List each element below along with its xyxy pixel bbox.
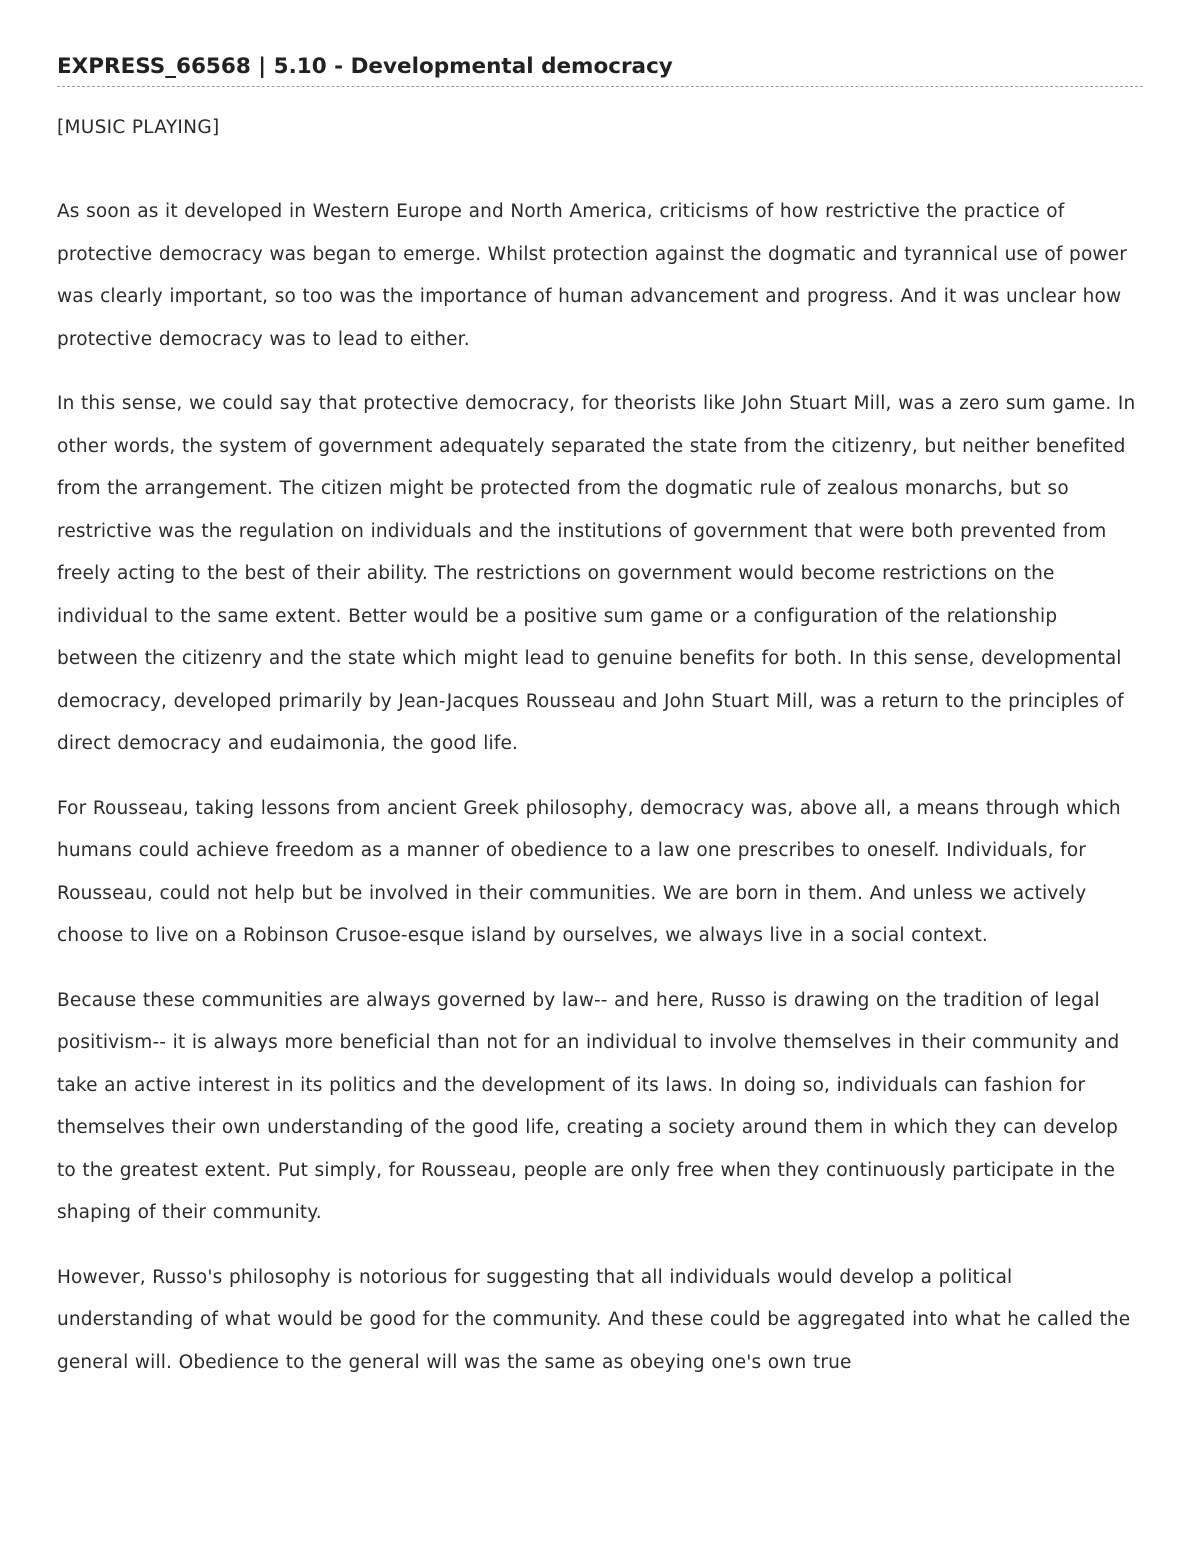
stage-direction: [MUSIC PLAYING]: [57, 117, 220, 138]
paragraph-general-will: However, Russo's philosophy is notorious for suggesting that all individuals would develop a political understanding of what would be good for the community. And these could be aggregated into what he called the general will. Obedience to the general will was the same as obeying one's own true: [57, 1266, 1131, 1373]
paragraph-protective-democracy-criticism: As soon as it developed in Western Europe and North America, criticisms of how restrictive the practice of protective democracy was began to emerge. Whilst protection against the dogmatic and tyrannical use of power was clearly important, so too was the importance of human advancement and progress. And it was unclear how protective democracy was to lead to either.: [57, 201, 1127, 350]
paragraph-communities-law: Because these communities are always governed by law-- and here, Russo is drawing on the tradition of legal positivism-- it is always more beneficial than not for an individual to involve themselves in their community and take an active interest in its politics and the development of its laws. In doing so, individuals can fashion for themselves their own understanding of the good life, creating a society around them in which they can develop to the greatest extent. Put simply, for Rousseau, people are only free when they continuously participate in the shaping of their community.: [57, 989, 1120, 1223]
title-divider: [57, 86, 1143, 87]
paragraph-zero-sum-game: In this sense, we could say that protective democracy, for theorists like John Stuart Mill, was a zero sum game. In other words, the system of government adequately separated the state from the citizenry, but neither benefited from the arrangement. The citizen might be protected from the dogmatic rule of zealous monarchs, but so restrictive was the regulation on individuals and the institutions of government that were both prevented from freely acting to the best of their ability. The restrictions on government would become restrictions on the individual to the same extent. Better would be a positive sum game or a configuration of the relationship between the citizenry and the state which might lead to genuine benefits for both. In this sense, developmental democracy, developed primarily by Jean-Jacques Rousseau and John Stuart Mill, was a return to the principles of direct democracy and eudaimonia, the good life.: [57, 393, 1136, 754]
transcript-page: [57, 52, 1143, 1406]
transcript-body: [57, 191, 1143, 1384]
document-title: EXPRESS_66568 | 5.10 - Developmental democracy: [57, 54, 673, 79]
paragraph-rousseau-freedom: For Rousseau, taking lessons from ancient Greek philosophy, democracy was, above all, a means through which humans could achieve freedom as a manner of obedience to a law one prescribes to oneself. Individuals, for Rousseau, could not help but be involved in their communities. We are born in them. And unless we actively choose to live on a Robinson Crusoe-esque island by ourselves, we always live in a social context.: [57, 797, 1121, 946]
